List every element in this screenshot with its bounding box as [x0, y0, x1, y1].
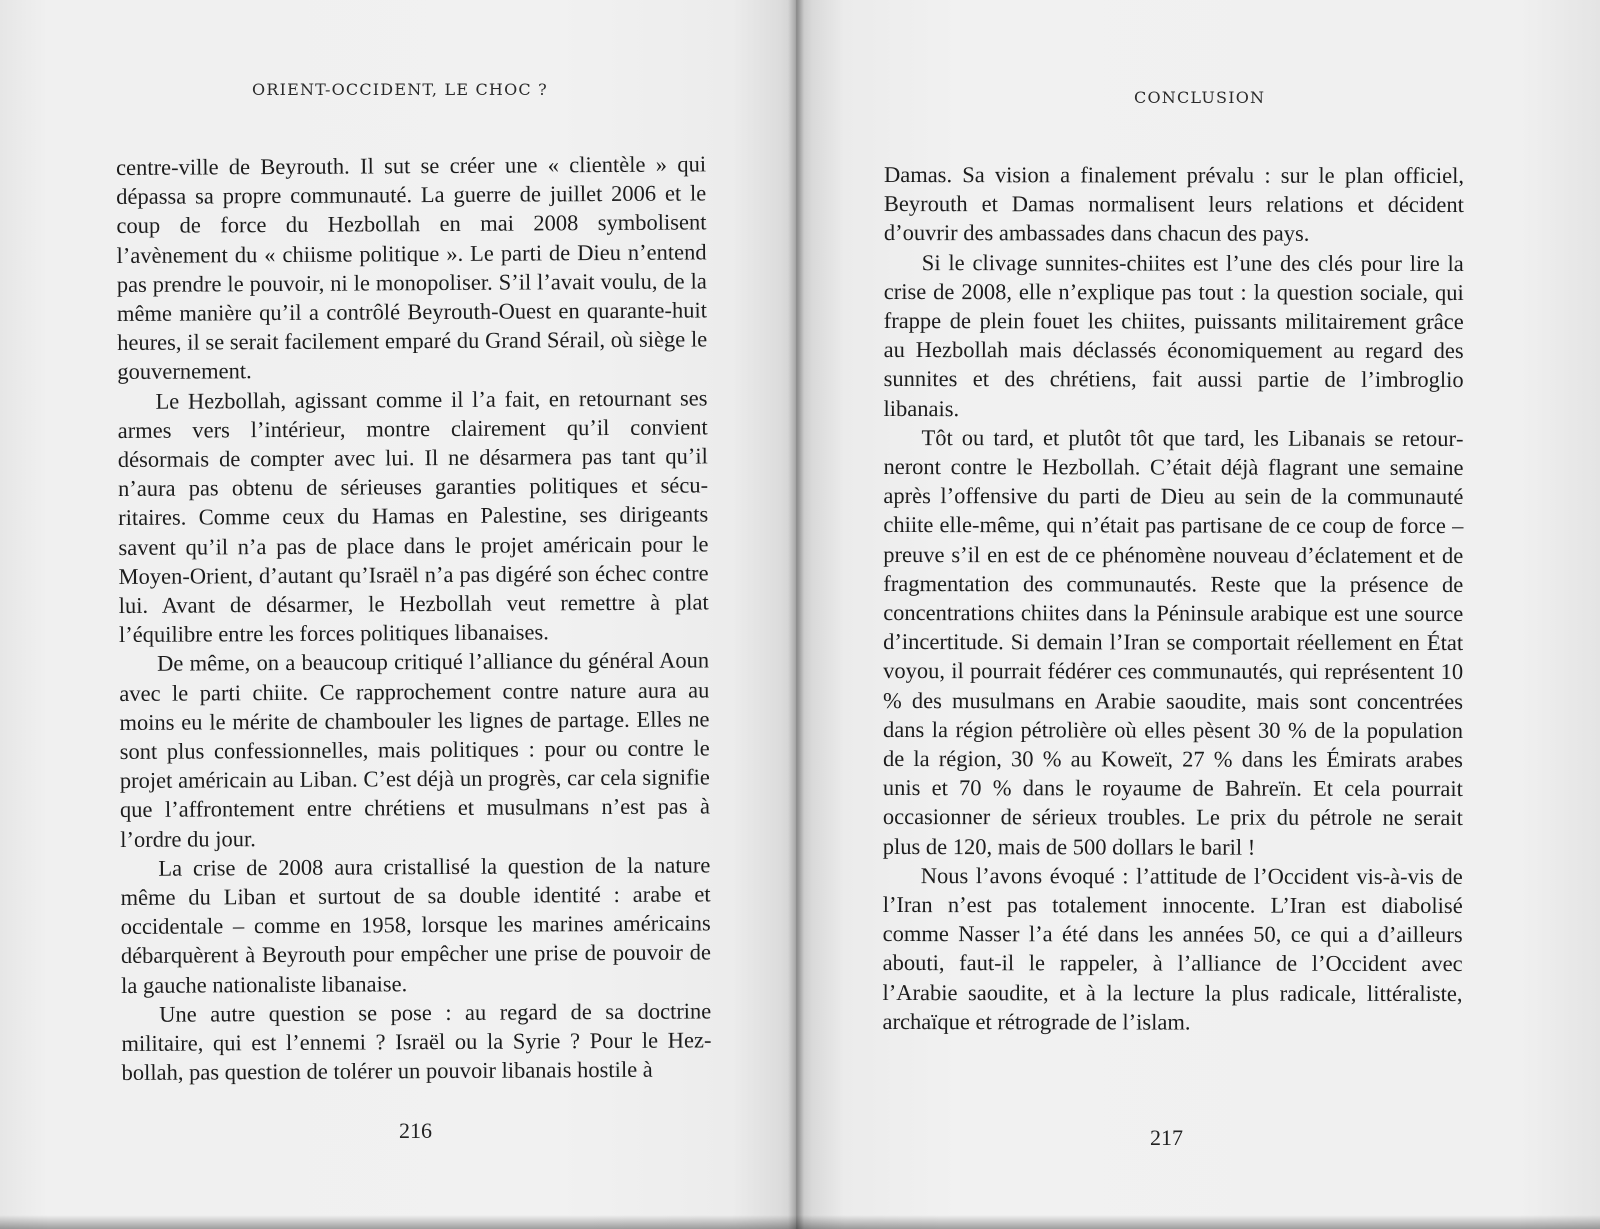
left-paragraph-2: Le Hezbollah, agissant comme il l’a fait, en retournant ses armes vers l’intérieur, montre clairement qu’il convient désormais de compter avec lui. Il ne désarmera pas tant qu’il n’aura pas obtenu de sérieuses garanties politiques et sécuritaires. Comme ceux du Hamas en Palestine, ses dirigeants savent qu’il n’a pas de place dans le projet américain pour le Moyen-Orient, d’autant qu’Israël n’a pas digéré son échec contre lui. Avant de désarmer, le Hezbollah veut remettre à plat l’équilibre entre les forces politiques libanaises. [117, 385, 709, 648]
page-bottom-shadow [0, 1215, 1600, 1229]
right-paragraph-3: Tôt ou tard, et plutôt tôt que tard, les Libanais se retourneront contre le Hezbollah. C’était déjà flagrant une semaine après l’offensive du parti de Dieu au sein de la communauté chiite elle-même, qui n’était pas partisane de ce coup de force – preuve s’il en est de ce phénomène nouveau d’éclatement et de fragmentation des communautés. Reste que la présence de concentrations chiites dans la Péninsule arabique est une source d’incertitude. Si demain l’Iran se comportait réellement en État voyou, il pourrait fédérer ces communautés, qui représentent 10 % des musulmans en Arabie saoudite, mais sont concentrées dans la région pétrolière où elles pèsent 30 % de la population de la région, 30 % au Koweït, 27 % dans les Émirats arabes unis et 70 % dans le royaume de Bahreïn. Et cela pourrait occasionner de sérieux troubles. Le prix du pétrole ne serait plus de 120, mais de 500 dollars le baril ! [882, 424, 1464, 860]
left-page [0, 0, 796, 1229]
left-running-head: ORIENT-OCCIDENT, LE CHOC ? [252, 80, 548, 99]
right-paragraph-4: Nous l’avons évoqué : l’attitude de l’Occident vis-à-vis de l’Iran n’est pas totalement innocente. L’Iran est diabolisé comme Nasser l’a été dans les années 50, ce qui a d’ailleurs abouti, faut-il le rappeler, à l’alliance de l’Occident avec l’Arabie saoudite, et à la lecture la plus radicale, littéraliste, archaïque et rétrograde de l’islam. [882, 862, 1463, 1035]
right-running-head: CONCLUSION [1134, 88, 1266, 107]
book-gutter [788, 0, 804, 1229]
right-page-body [882, 160, 1464, 1037]
right-paragraph-2: Si le clivage sunnites-chiites est l’une des clés pour lire la crise de 2008, elle n’explique pas tout : la question sociale, qui frappe de plein fouet les chiites, puissants militairement grâce au Hezbollah mais déclassés économiquement au regard des sunnites et des chrétiens, fait aussi partie de l’imbroglio libanais. [883, 249, 1464, 421]
right-paragraph-1: Damas. Sa vision a finalement prévalu : sur le plan officiel, Beyrouth et Damas normalisent leurs relations et décident d’ouvrir des ambassades dans chacun des pays. [883, 162, 1464, 247]
right-page [796, 0, 1600, 1229]
left-paragraph-1: centre-ville de Beyrouth. Il sut se créer une « clientèle » qui dépassa sa propre communauté. La guerre de juillet 2006 et le coup de force du Hezbollah en mai 2008 symbolisent l’avènement du « chiisme politique ». Le parti de Dieu n’entend pas prendre le pouvoir, ni le monopoliser. S’il l’avait voulu, de la même manière qu’il a contrôlé Beyrouth-Ouest en quarante-huit heures, il se serait facilement emparé du Grand Sérail, où siège le gouvernement. [116, 151, 708, 385]
right-page-number: 217 [1150, 1125, 1183, 1150]
left-page-body [116, 149, 712, 1087]
left-paragraph-5: Une autre question se pose : au regard de sa doctrine militaire, qui est l’ennemi ? Israël ou la Syrie ? Pour le Hezbollah, pas question de tolérer un pouvoir libanais hostile à [121, 998, 712, 1086]
left-paragraph-3: De même, on a beaucoup critiqué l’alliance du général Aoun avec le parti chiite. Ce rapprochement contre nature aura au moins eu le mérite de chambouler les lignes de partage. Elles ne sont plus confessionnelles, mais politiques : pour ou contre le projet américain au Liban. C’est déjà un progrès, car cela signifie que l’affrontement entre chrétiens et musulmans n’est pas à l’ordre du jour. [119, 647, 711, 852]
left-page-number: 216 [399, 1118, 432, 1143]
left-paragraph-4: La crise de 2008 aura cristallisé la question de la nature même du Liban et surtout de sa double identité : arabe et occidentale – comme en 1958, lorsque les marines américains débarquèrent à Beyrouth pour empêcher une prise de pouvoir de la gauche nationaliste libanaise. [120, 852, 711, 998]
